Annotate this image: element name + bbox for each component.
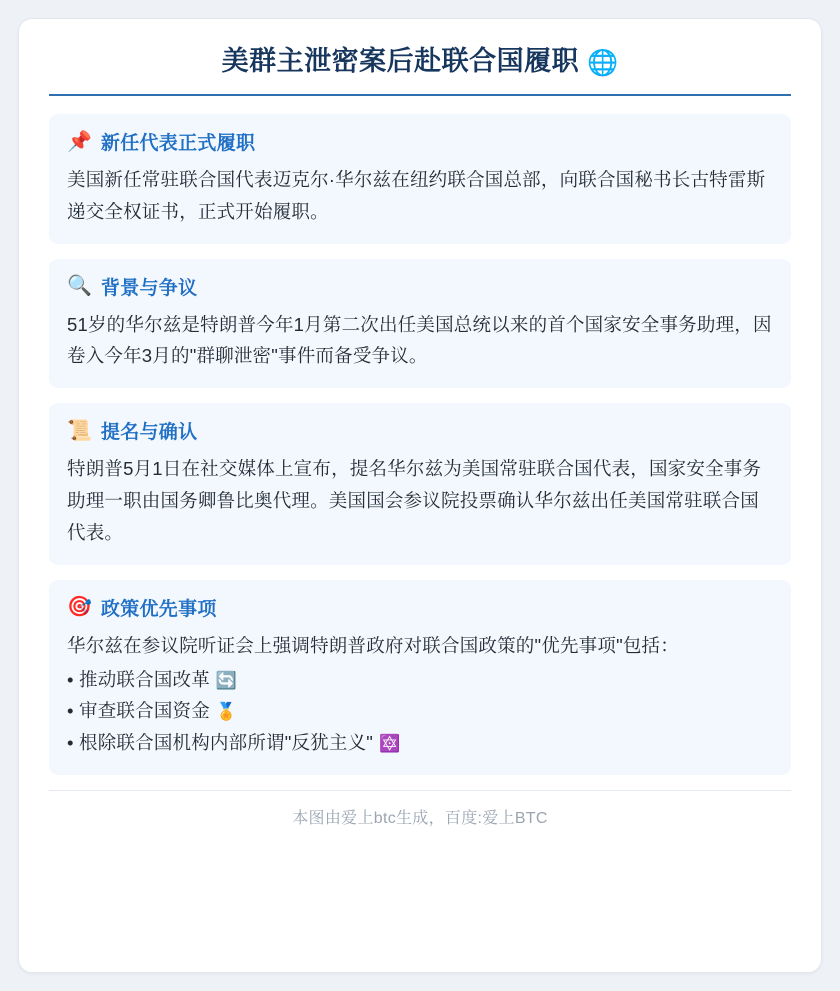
bullet-text: • 审查联合国资金 (67, 700, 210, 722)
pushpin-icon: 📌 (67, 130, 92, 153)
section-body: 51岁的华尔兹是特朗普今年1月第二次出任美国总统以来的首个国家安全事务助理，因卷入今年3月的"群聊泄密"事件而备受争议。 (67, 313, 772, 367)
section-priorities (49, 580, 791, 775)
globe-icon: 🌐 (587, 49, 619, 77)
page-header (49, 45, 791, 96)
section-new-envoy (49, 114, 791, 244)
section-header (67, 417, 773, 444)
content-card (18, 18, 822, 973)
footer-credit: 本图由爱上btc生成，百度:爱上BTC (292, 809, 548, 827)
page-title: 美群主泄密案后赴联合国履职 (221, 46, 580, 76)
bullet-text: • 根除联合国机构内部所谓"反犹主义" (67, 732, 374, 754)
section-title: 政策优先事项 (100, 598, 217, 620)
list-item (67, 695, 773, 727)
sections-list (49, 96, 791, 775)
bullet-text: • 推动联合国改革 (67, 668, 210, 690)
magnifier-icon: 🔍 (67, 275, 92, 298)
section-title: 背景与争议 (100, 277, 198, 299)
priority-bullet-list (67, 664, 773, 759)
section-body: 华尔兹在参议院听证会上强调特朗普政府对联合国政策的"优先事项"包括： (67, 634, 679, 656)
section-header (67, 128, 773, 155)
six-pointed-star-icon: 🔯 (379, 734, 401, 754)
list-item (67, 727, 773, 759)
recycle-arrows-icon: 🔄 (215, 670, 238, 690)
section-background (49, 259, 791, 389)
target-icon: 🎯 (67, 596, 92, 619)
section-title: 新任代表正式履职 (100, 133, 256, 154)
scroll-icon: 📜 (67, 419, 92, 442)
footer (49, 790, 791, 828)
section-title: 提名与确认 (100, 422, 198, 444)
section-header (67, 594, 773, 621)
section-body: 特朗普5月1日在社交媒体上宣布，提名华尔兹为美国常驻联合国代表，国家安全事务助理一职由国务卿鲁比奥代理。美国国会参议院投票确认华尔兹出任美国常驻联合国代表。 (67, 458, 762, 543)
section-body: 美国新任常驻联合国代表迈克尔·华尔兹在纽约联合国总部，向联合国秘书长古特雷斯递交全权证书，正式开始履职。 (67, 169, 766, 222)
section-nomination (49, 403, 791, 564)
list-item (67, 664, 773, 696)
medal-icon: 🏅 (215, 702, 238, 722)
section-header (67, 273, 773, 300)
